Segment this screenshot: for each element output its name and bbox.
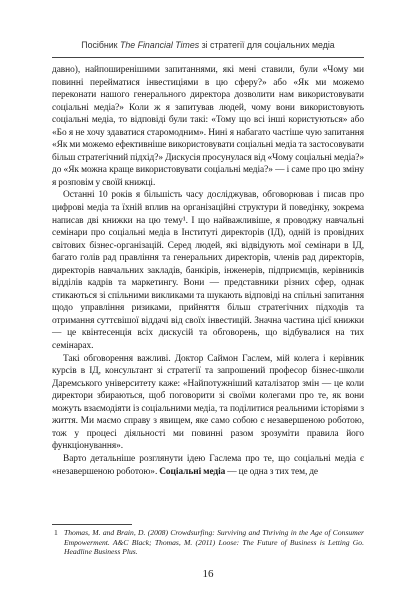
footnote-marker: 1 xyxy=(54,528,58,537)
footnote-text: Thomas, M. and Brain, D. (2008) Crowdsurfing: Surviving and Thriving in the Age of Consumer Empowerment. A&C Black; Thomas, M. (2011) Loose: The Future of Business is Letting Go. Headline Business Plus. xyxy=(64,528,364,557)
header-prefix: Посібник xyxy=(81,40,118,50)
running-header xyxy=(52,40,364,51)
footnote-divider xyxy=(52,524,132,525)
paragraph xyxy=(52,453,364,478)
paragraph xyxy=(52,189,364,352)
paragraph-text: давно), найпоширенішими запитаннями, які мені ставили, були «Чому ми повинні перейматися інвестиціями в цю сферу?» або «Як ми можемо переконати нашого генерального директора дозволити нам використовувати соціальні медіа?» Коли ж я запитував людей, чому вони використовують соціальні медіа, то відповіді були такі: «Тому що всі інші користуються» або «Бо я не хочу здаватися старомодним». Нині я набагато частіше чую запитання «Як ми можемо ефективніше використовувати соціальні медіа та застосовувати більш стратегічний підхід?» Дискусія просунулася від «Чому соціальні медіа?» до «Як можна краще використовувати соціальні медіа?» — і саме про цю зміну я розповім у своїй книжці. xyxy=(52,65,364,188)
header-book-title: The Financial Times xyxy=(119,40,200,50)
paragraph-text: Останні 10 років я більшість часу досліджував, обговорював і писав про цифрові медіа та їхній вплив на організаційні структури й поведінку, зокрема написав дві книжки на цю тему¹. І що найважливіше, я проводжу навчальні семінари про соціальні медіа в Інституті директорів (ІД), одній із провідних світових бізнес-організацій. Серед людей, які відвідують мої семінари в ІД, багато голів рад правління та генеральних директорів, членів рад директорів, директорів навчальних закладів, банкірів, інженерів, підприємців, керівників відділів кадрів та маркетингу. Вони — представники різних сфер, однак стикаються зі спільними викликами та шукають відповіді на спільні запитання щодо управління ризиками, прийняття більш стратегічних підходів та отримання суттєвішої віддачі від своїх інвестицій. Значна частина цієї книжки — це квінтесенція всіх дискусій та обговорень, що відбувалися на тих семінарах. xyxy=(52,190,364,352)
body-text xyxy=(52,64,364,478)
footnote xyxy=(52,528,364,557)
paragraph-text: — це одна з тих тем, де xyxy=(225,466,319,477)
page-number: 16 xyxy=(202,568,214,580)
paragraph-text: Варто детальніше розглянути ідею Гаслема про те, що соціальні медіа є «незавершеною роботою». xyxy=(52,453,364,477)
paragraph xyxy=(52,64,364,189)
bold-phrase: Соціальні медіа xyxy=(159,466,226,477)
header-divider xyxy=(52,57,364,58)
paragraph xyxy=(52,353,364,453)
header-suffix: зі стратегії для соціальних медіа xyxy=(201,40,335,50)
paragraph-text: Такі обговорення важливі. Доктор Саймон Гаслем, мій колега і керівник курсів в ІД, консультант зі стратегії та запрошений професор бізнес-школи Даремського університету каже: «Найпотужніший каталізатор змін — це коли директори збираються, щоб поговорити зі своїми колегами про те, як вони можуть взаємодіяти із соціальними медіа, та поділитися реальними історіями з життя. Ми маємо справу з явищем, яке само собою є незавершеною роботою, тож у процесі діяльності ми повинні разом зрозуміти правила його функціонування». xyxy=(52,353,364,452)
